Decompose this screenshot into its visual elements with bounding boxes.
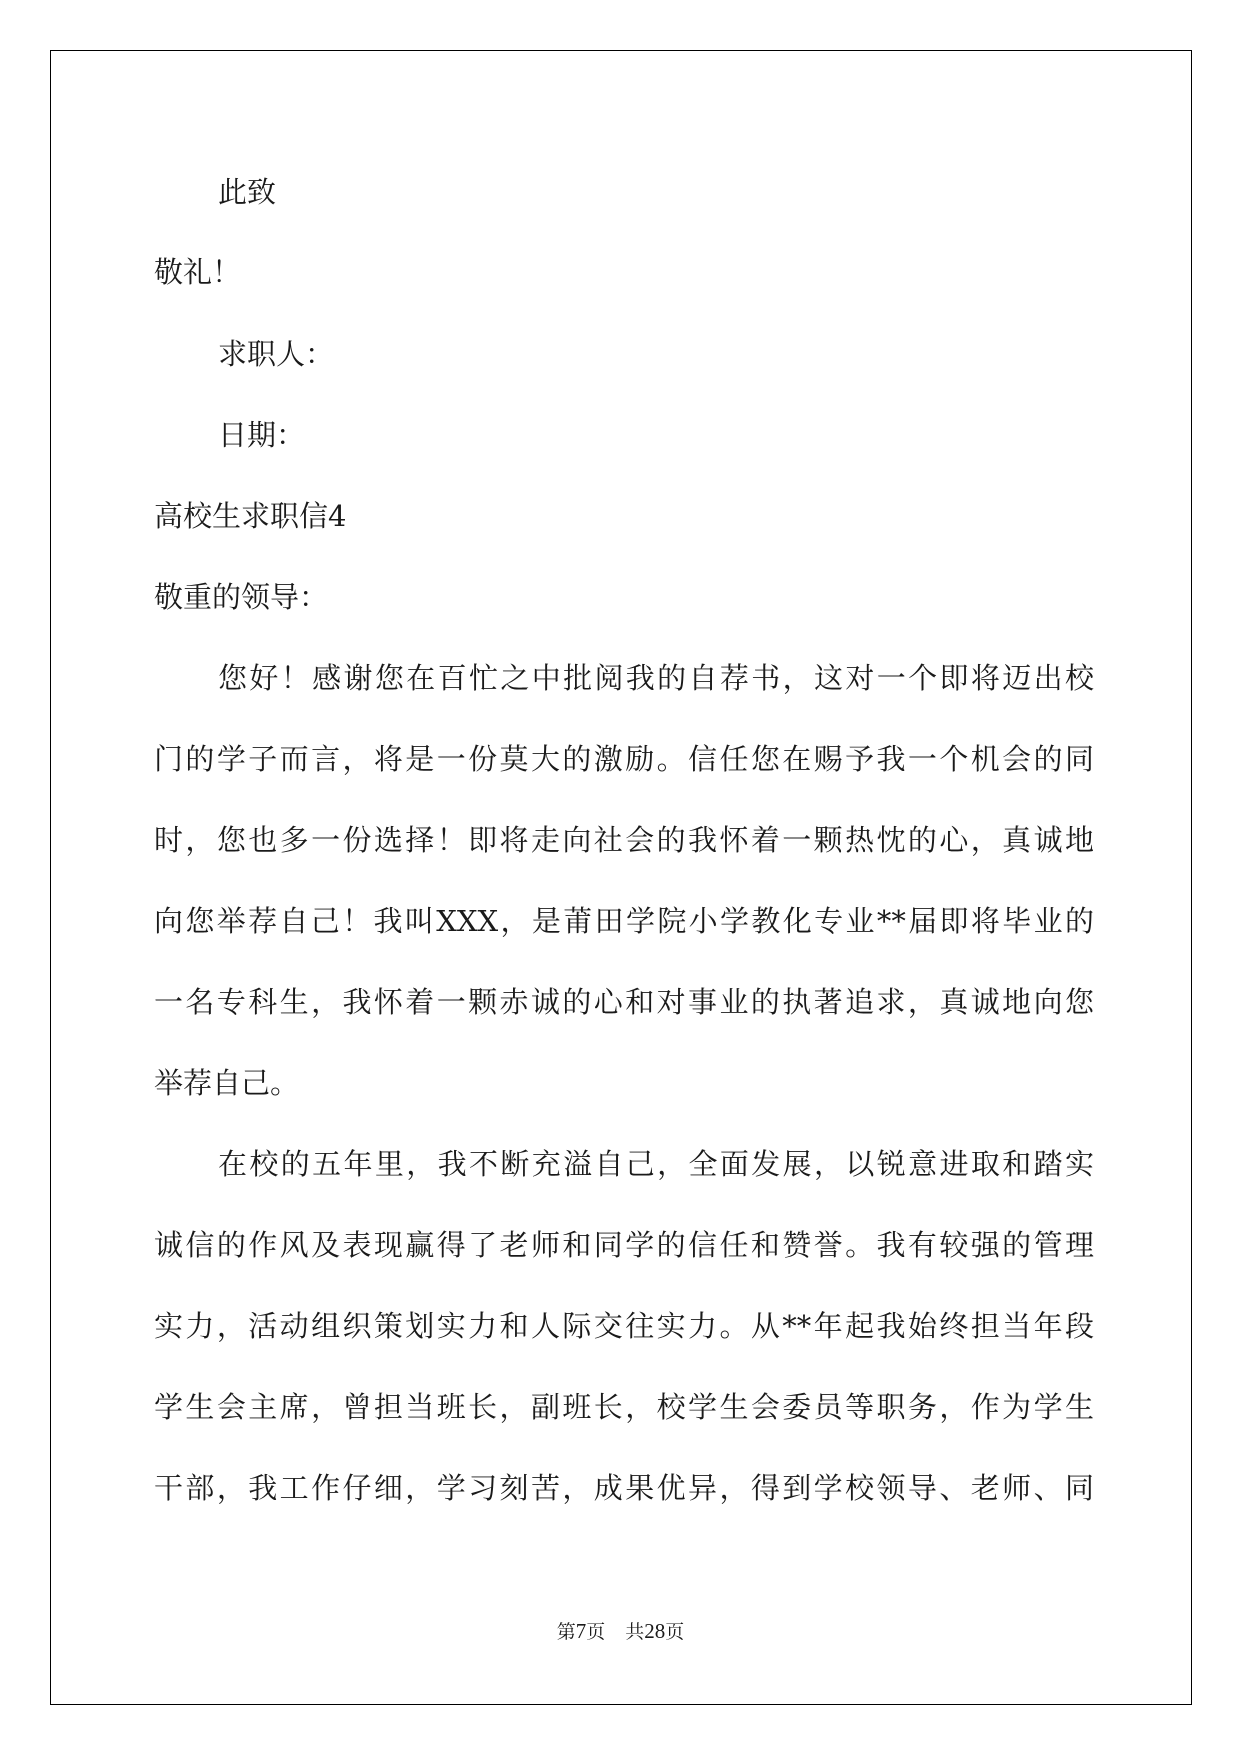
- paragraph-line: 您好！感谢您在百忙之中批阅我的自荐书，这对一个即将迈出校: [218, 661, 1094, 695]
- greeting-line: 敬重的领导：: [154, 580, 329, 614]
- paragraph-line: 举荐自己。: [154, 1066, 300, 1100]
- paragraph-line: 干部，我工作仔细，学习刻苦，成果优异，得到学校领导、老师、同: [154, 1471, 1094, 1505]
- footer-page-number: 7: [575, 1619, 587, 1643]
- paragraph-line: 时，您也多一份选择！即将走向社会的我怀着一颗热忱的心，真诚地: [154, 823, 1094, 857]
- footer-total-suffix: 页: [665, 1621, 685, 1643]
- paragraph-line: 在校的五年里，我不断充溢自己，全面发展，以锐意进取和踏实: [218, 1147, 1094, 1181]
- paragraph-line: 向您举荐自己！我叫XXX，是莆田学院小学教化专业**届即将毕业的: [154, 904, 1094, 938]
- footer-page-suffix: 页: [586, 1621, 606, 1643]
- section-title: 高校生求职信4: [154, 499, 347, 533]
- applicant-label: 求职人：: [218, 337, 335, 371]
- paragraph-line: 学生会主席，曾担当班长，副班长，校学生会委员等职务，作为学生: [154, 1390, 1094, 1424]
- salute-line: 敬礼！: [154, 255, 242, 289]
- footer-total-pages: 28: [644, 1619, 666, 1643]
- paragraph-line: 实力，活动组织策划实力和人际交往实力。从**年起我始终担当年段: [154, 1309, 1094, 1343]
- paragraph-line: 门的学子而言，将是一份莫大的激励。信任您在赐予我一个机会的同: [154, 742, 1094, 776]
- closing-line: 此致: [218, 175, 277, 209]
- page-border: [50, 50, 1192, 1705]
- date-label: 日期：: [218, 418, 306, 452]
- paragraph-line: 一名专科生，我怀着一颗赤诚的心和对事业的执著追求，真诚地向您: [154, 985, 1094, 1019]
- paragraph-line: 诚信的作风及表现赢得了老师和同学的信任和赞誉。我有较强的管理: [154, 1228, 1094, 1262]
- footer-page-prefix: 第: [556, 1621, 576, 1643]
- footer-total-prefix: 共: [625, 1621, 645, 1643]
- page-footer: [0, 1617, 1241, 1644]
